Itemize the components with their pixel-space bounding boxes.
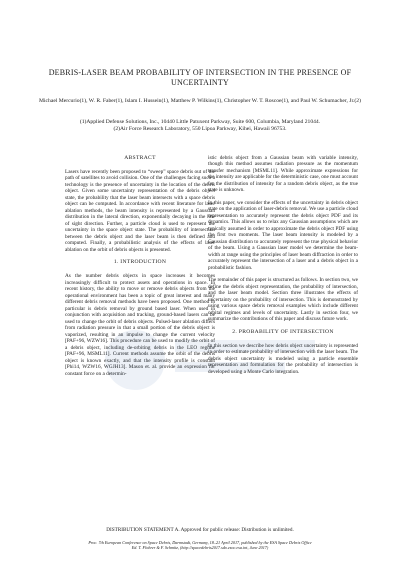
left-column [65,155,215,383]
abstract-text: Lasers have recently been proposed to “sweep” space debris out of the path of satellites to avoid collision. One of the challenges facing such a technology is the presence of uncertainty in the location of the debris object. Given some uncertainty representation of the debris object state, the probability that the laser beam intersects with a space debris object can be computed. In accordance with recent literature for laser ablation methods, the beam intensity is represented by a Gaussian distribution in the lateral direction, exponentially decaying in the line of sight direction. Further, a particle cloud is used to represent the uncertainty in the space object state. The probability of intersection between the debris object and the laser beam is then defined and computed. Finally, a probabilistic analysis of the effects of laser ablation on the orbit of debris objects is presented. [65,169,215,253]
right-column [208,155,358,381]
section-2-heading: 2. PROBABILITY OF INTERSECTION [232,328,334,335]
affiliation-1: (1)Applied Defense Solutions, Inc., 10440 Little Patuxent Parkway, Suite 600, Columbia, Maryland 21044. [79,119,321,125]
introduction-text: As the number debris objects in space increases it becomes increasingly difficult to protect assets and operations in space. In recent history, the ability to move or remove debris objects from the operational environment has been a topic of great interest and many different debris removal methods have been proposed. One method in particular is debris removal by ground based laser. When used in conjunction with acquisition and tracking, ground-based lasers can be used to change the orbit of debris objects. Pulsed-laser ablation differs from radiation pressure in that a small portion of the debris object is vaporized, resulting in an impulse to change the current velocity [PAF+96, WZW16]. This procedure can be used to modify the orbit of a debris object, including de-orbiting debris in the LEO regime [PAF+96, MSML11]. Current methods assume the orbit of the debris object is known exactly, and that the intensity profile is constant [Phi14, WZW16, WGJH13]. Mason et. al. provide an expression for constant force on a determin- [65,273,215,377]
author-list: Michael Mercurio(1), W. R. Faber(1), Islam I. Hussein(1), Matthew P. Wilkins(1), Christopher W. T. Roscoe(1), and Paul W. Schumacher, Jr.(2) [39,98,361,104]
section-2-paragraph: In this section we describe how debris object uncertainty is represented in order to estimate probability of intersection with the laser beam. The debris object uncertainty is modeled using a particle ensemble representation and formulation for the probability of intersection is developed using a Monte Carlo integration. [208,342,358,375]
intro-continued-paragraph: istic debris object from a Gaussian beam with variable intensity, though this method assumes radiation pressure as the momentum transfer mechanism [MSML11]. While approximate expressions for the intensity are applicable for the deterministic case, one must account for the distribution of intensity for a random debris object, as the true state is unknown. [208,155,359,194]
abstract-heading: ABSTRACT [124,155,156,161]
distribution-statement: DISTRIBUTION STATEMENT A. Approved for public release: Distribution is unlimited. [106,527,294,533]
paper-structure-paragraph: The remainder of this paper is structured as follows. In section two, we define the debris object representation, the probability of intersection, and the laser beam model. Section three illustrates the effects of uncertainty on the probability of intersection. This is demonstrated by using various space debris removal examples which include different orbital regimes and levels of uncertainty. Lastly in section four, we summarize the contributions of this paper and discuss future work. [208,277,358,323]
affiliation-2: (2)Air Force Research Laboratory, 550 Lipoa Parkway, Kihei, Hawaii 96753. [113,126,287,132]
paper-scope-paragraph: In this paper, we consider the effects of the uncertainty in debris object state on the application of laser-debris removal. We use a particle cloud representation to accurately represent the debris object PDF and its dynamics. This allows us to relax any Gaussian assumptions which are typically assumed in order to approximate the debris object PDF using the first two moments. The laser beam intensity is modeled by a Gaussian distribution to accurately represent the true physical behavior of the beam. Using a Gaussian laser model we determine the beam-width at range using the principles of laser beam diffraction in order to accurately represent the intersection of a laser and a debris object in a probabilistic fashion. [208,199,358,271]
paper-title: DEBRIS-LASER BEAM PROBABILITY OF INTERSECTION IN THE PRESENCE OF UNCERTAINTY [48,68,352,87]
proceedings-footnote [40,540,360,551]
introduction-heading: 1. INTRODUCTION [113,259,167,266]
footnote-line-2: Ed. T. Flohrer & F. Schmitz, (http://spacedebris2017.sdo.esoc.esa.int, June 2017) [131,545,269,551]
affiliations [24,119,376,133]
footnote-line-1: Proc. 7th European Conference on Space Debris, Darmstadt, Germany, 18–21 April 2017, published by the ESA Space Debris Office [88,540,312,545]
